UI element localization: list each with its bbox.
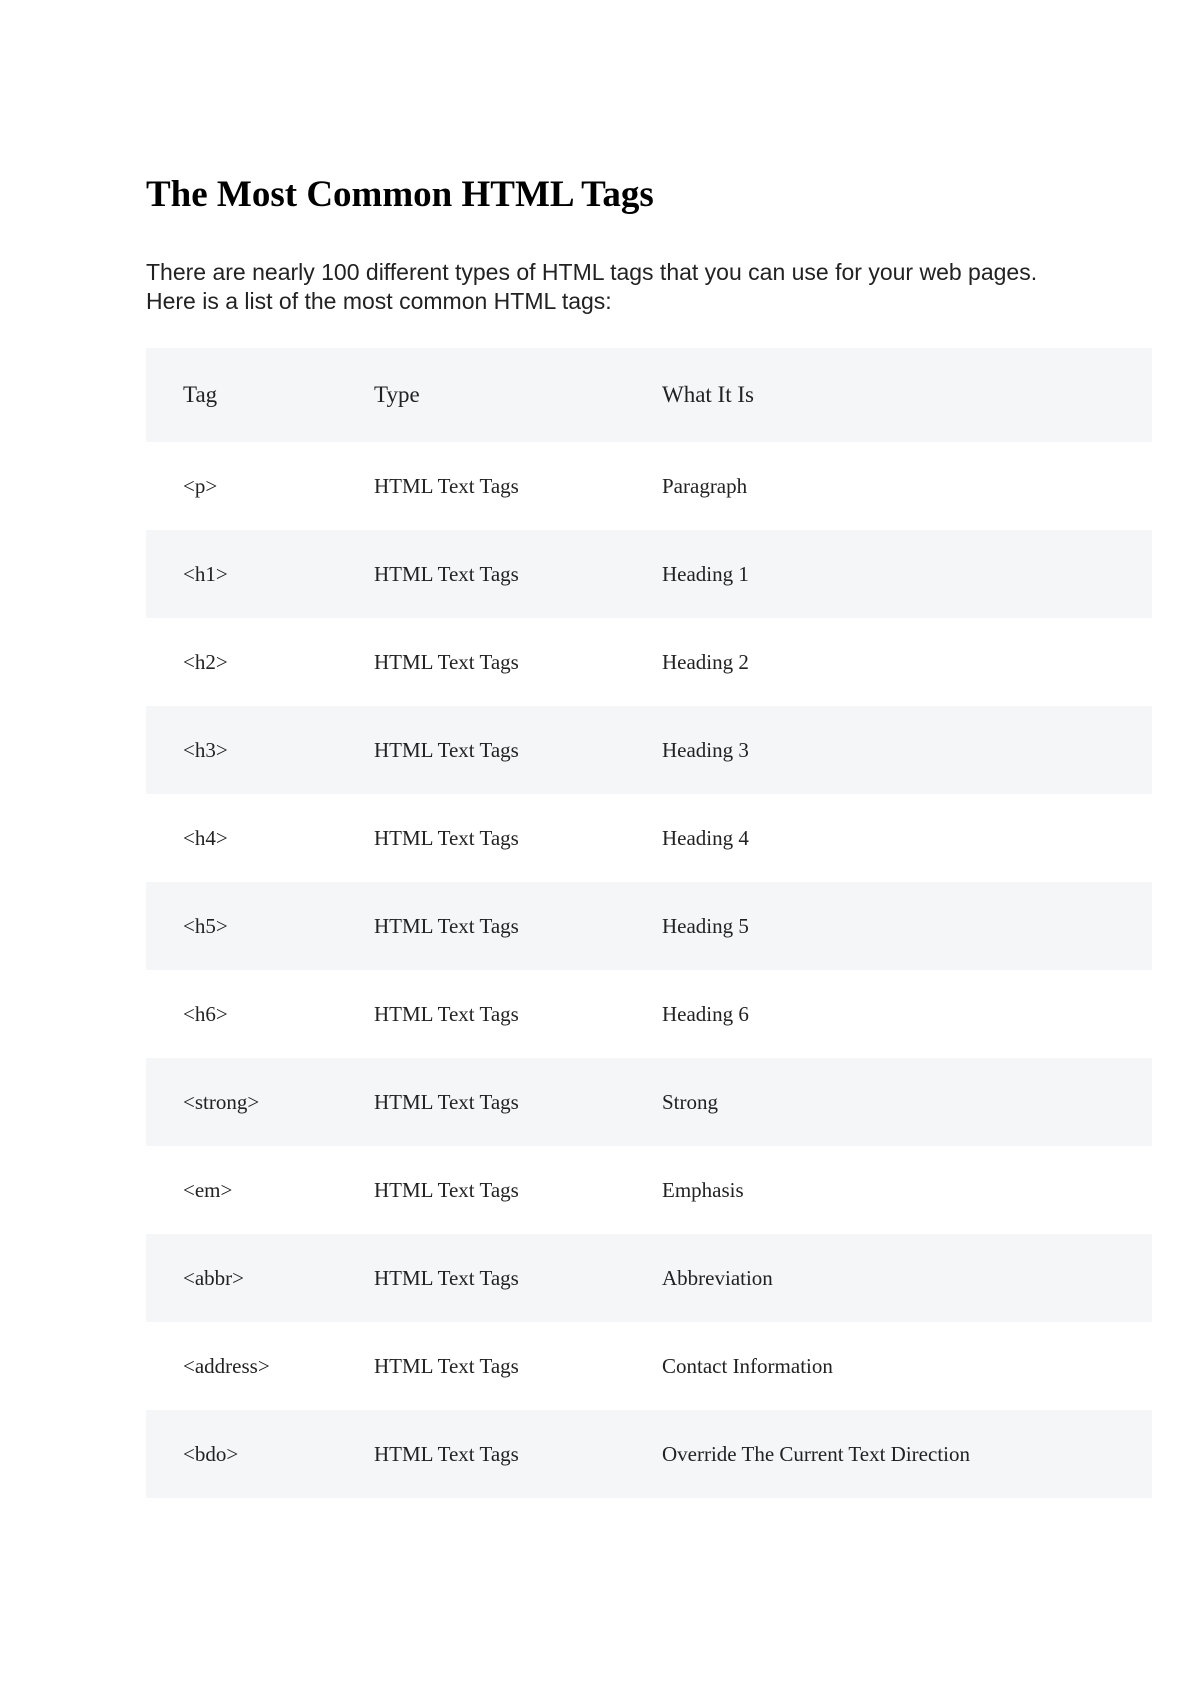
cell-description: Paragraph: [625, 442, 1152, 530]
table-row: [146, 882, 1152, 970]
table-row: [146, 970, 1152, 1058]
intro-paragraph: There are nearly 100 different types of HTML tags that you can use for your web pages. Here is a list of the most common HTML tags:: [146, 259, 1038, 314]
cell-tag: <h1>: [146, 530, 337, 618]
table-row: [146, 1146, 1152, 1234]
cell-description: Heading 1: [625, 530, 1152, 618]
table-row: [146, 530, 1152, 618]
table-row: [146, 618, 1152, 706]
page-title: The Most Common HTML Tags: [146, 174, 654, 215]
header-tag: Tag: [146, 348, 337, 442]
document: [146, 172, 1152, 1498]
table-row: [146, 1410, 1152, 1498]
cell-description: Heading 6: [625, 970, 1152, 1058]
cell-description: Heading 5: [625, 882, 1152, 970]
cell-type: HTML Text Tags: [337, 618, 625, 706]
cell-tag: <h5>: [146, 882, 337, 970]
cell-tag: <h3>: [146, 706, 337, 794]
cell-description: Abbreviation: [625, 1234, 1152, 1322]
cell-type: HTML Text Tags: [337, 1410, 625, 1498]
html-tags-table: [146, 348, 1152, 1498]
cell-description: Strong: [625, 1058, 1152, 1146]
cell-type: HTML Text Tags: [337, 970, 625, 1058]
cell-description: Heading 2: [625, 618, 1152, 706]
table-row: [146, 442, 1152, 530]
cell-tag: <abbr>: [146, 1234, 337, 1322]
cell-tag: <address>: [146, 1322, 337, 1410]
cell-description: Override The Current Text Direction: [625, 1410, 1152, 1498]
table-row: [146, 706, 1152, 794]
table-row: [146, 1234, 1152, 1322]
cell-type: HTML Text Tags: [337, 1234, 625, 1322]
cell-tag: <em>: [146, 1146, 337, 1234]
cell-tag: <h6>: [146, 970, 337, 1058]
table-row: [146, 794, 1152, 882]
table-row: [146, 1322, 1152, 1410]
cell-type: HTML Text Tags: [337, 882, 625, 970]
cell-type: HTML Text Tags: [337, 442, 625, 530]
table-row: [146, 1058, 1152, 1146]
cell-type: HTML Text Tags: [337, 530, 625, 618]
cell-tag: <bdo>: [146, 1410, 337, 1498]
cell-type: HTML Text Tags: [337, 706, 625, 794]
cell-description: Heading 4: [625, 794, 1152, 882]
cell-tag: <p>: [146, 442, 337, 530]
cell-description: Contact Information: [625, 1322, 1152, 1410]
cell-type: HTML Text Tags: [337, 1322, 625, 1410]
header-type: Type: [337, 348, 625, 442]
cell-type: HTML Text Tags: [337, 1146, 625, 1234]
cell-description: Heading 3: [625, 706, 1152, 794]
header-what-it-is: What It Is: [625, 348, 1152, 442]
cell-tag: <strong>: [146, 1058, 337, 1146]
cell-tag: <h2>: [146, 618, 337, 706]
cell-type: HTML Text Tags: [337, 794, 625, 882]
table-header-row: [146, 348, 1152, 442]
cell-tag: <h4>: [146, 794, 337, 882]
cell-description: Emphasis: [625, 1146, 1152, 1234]
cell-type: HTML Text Tags: [337, 1058, 625, 1146]
